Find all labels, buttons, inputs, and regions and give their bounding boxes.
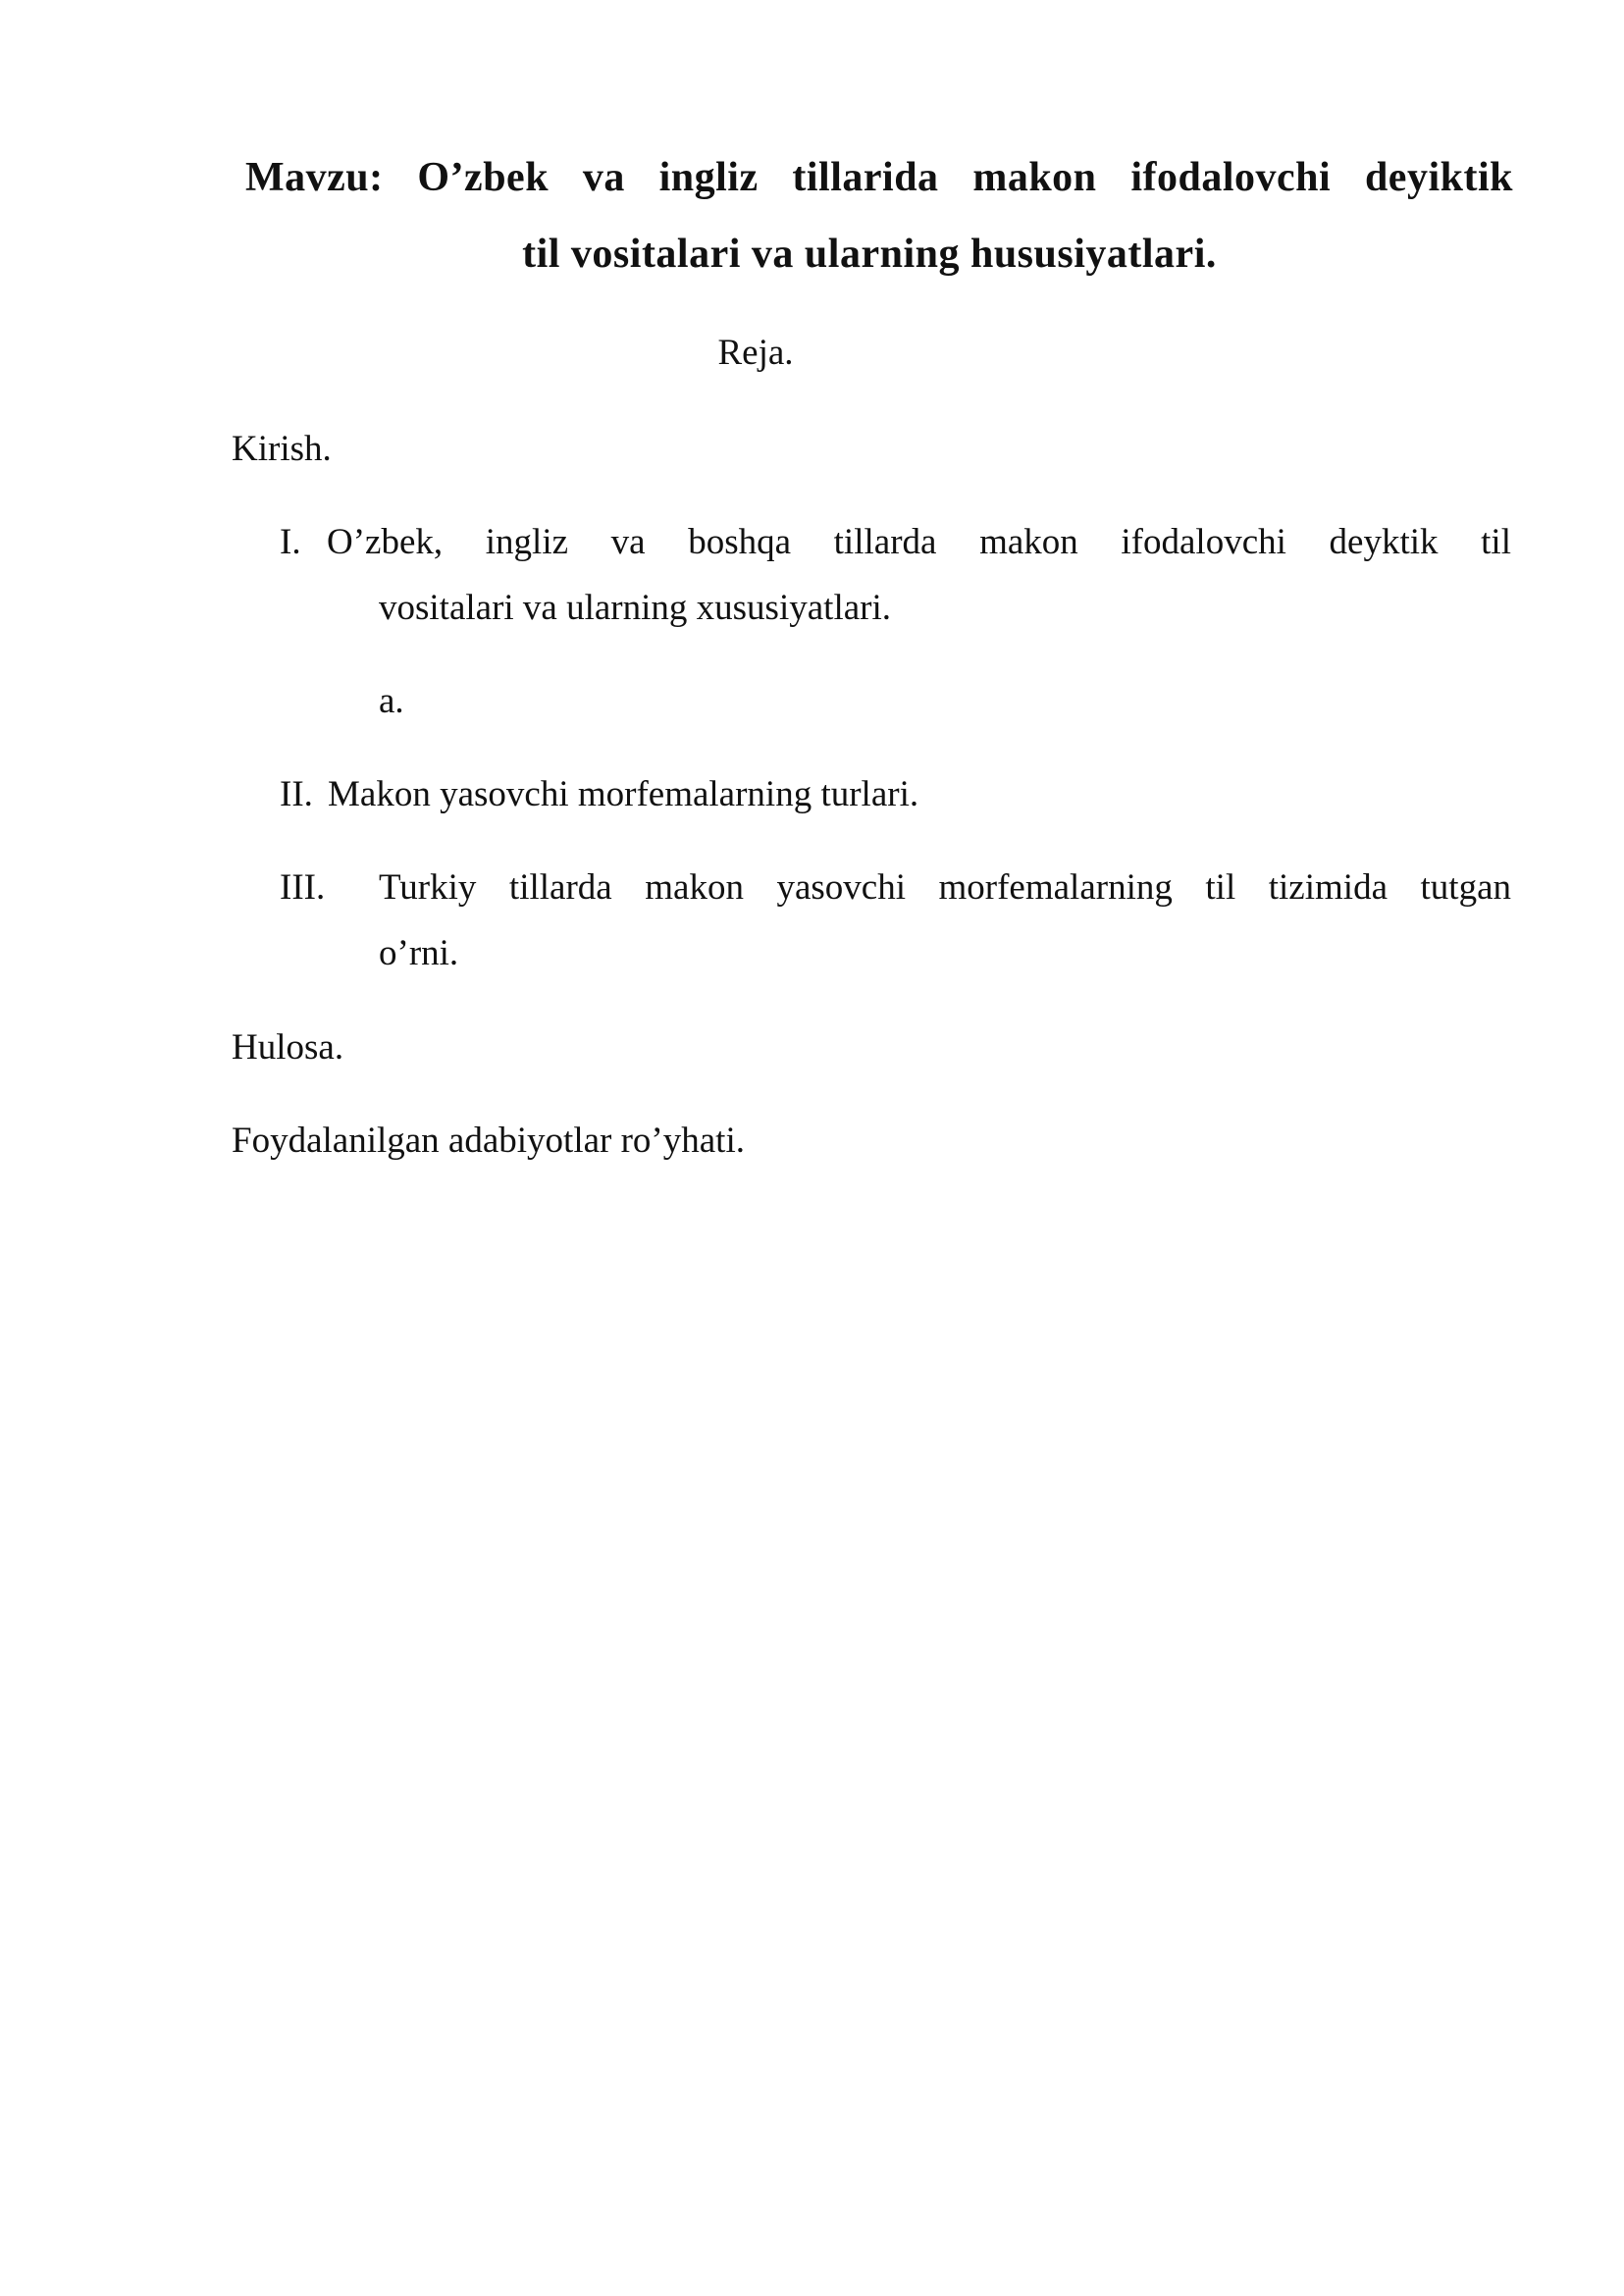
item-3-line-2: o’rni. [379,933,459,973]
title-line-1: Mavzu: O’zbek va ingliz tillarida makon ifodalovchi deyiktik [245,155,1513,200]
item-2-line-1: Makon yasovchi morfemalarning turlari. [328,774,919,814]
title-line-2: til vositalari va ularning hususiyatlari. [522,232,1217,277]
references-heading: Foydalanilgan adabiyotlar ro’yhati. [232,1121,745,1161]
item-1-line-1: O’zbek, ingliz va boshqa tillarda makon ifodalovchi deyktik til [327,522,1511,562]
item-3-numeral: III. [280,867,326,908]
item-3-line-1: Turkiy tillarda makon yasovchi morfemalarning til tizimida tutgan [379,867,1511,908]
item-1-numeral: I. [280,522,301,562]
item-2-numeral: II. [280,774,313,814]
item-1-sub-a: a. [379,681,404,721]
plan-heading [0,329,1511,378]
intro-heading: Kirish. [232,429,332,469]
item-1-line-2: vositalari va ularning xususiyatlari. [379,588,891,628]
conclusion-heading: Hulosa. [232,1027,344,1068]
plan-heading-text: Reja. [717,333,794,373]
